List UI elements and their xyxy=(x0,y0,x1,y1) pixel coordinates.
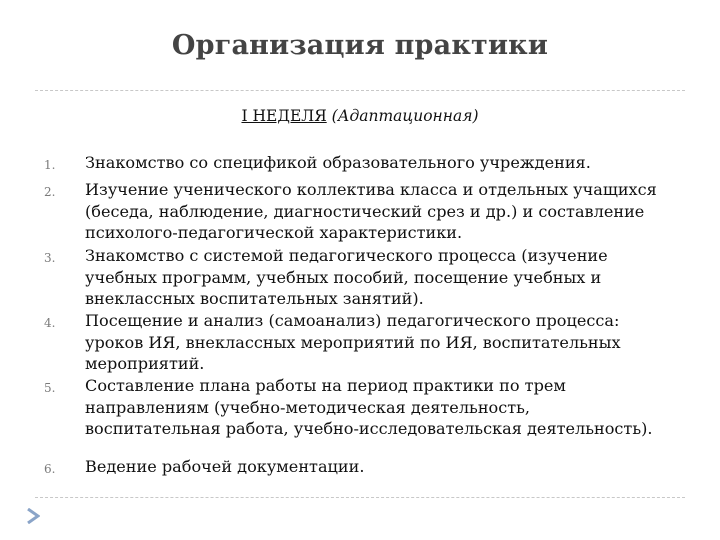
subtitle-week: I НЕДЕЛЯ xyxy=(241,107,327,125)
list-item-text: Составление плана работы на период практики по трем направлениям (учебно-методическая деятельность, воспитательная работа, учебно-исследовательская деятельность). xyxy=(85,376,653,439)
list-item-text: Посещение и анализ (самоанализ) педагогического процесса: уроков ИЯ, внеклассных мероприятий по ИЯ, воспитательных мероприятий. xyxy=(85,311,621,374)
divider-bottom xyxy=(35,497,685,498)
list-item-number: 3. xyxy=(44,251,56,265)
list-item-number: 6. xyxy=(44,462,56,476)
list-item-number: 5. xyxy=(44,381,56,395)
list-item-number: 4. xyxy=(44,316,56,330)
slide-title: Организация практики xyxy=(171,30,549,61)
divider-top xyxy=(35,90,685,91)
list-item-number: 2. xyxy=(44,185,56,199)
chevron-right-icon[interactable] xyxy=(26,508,40,524)
list-item-text: Знакомство со спецификой образовательного учреждения. xyxy=(85,153,591,172)
subtitle-paren: (Адаптационная) xyxy=(331,107,479,125)
list-item-number: 1. xyxy=(44,158,56,172)
list-item-text: Ведение рабочей документации. xyxy=(85,457,365,476)
subtitle xyxy=(0,107,720,125)
list-item-text: Изучение ученического коллектива класса и отдельных учащихся (беседа, наблюдение, диагностический срез и др.) и составление психолого-педагогической характеристики. xyxy=(85,180,657,243)
list-item-text: Знакомство с системой педагогического процесса (изучение учебных программ, учебных пособий, посещение учебных и внеклассных воспитательных занятий). xyxy=(85,246,608,309)
